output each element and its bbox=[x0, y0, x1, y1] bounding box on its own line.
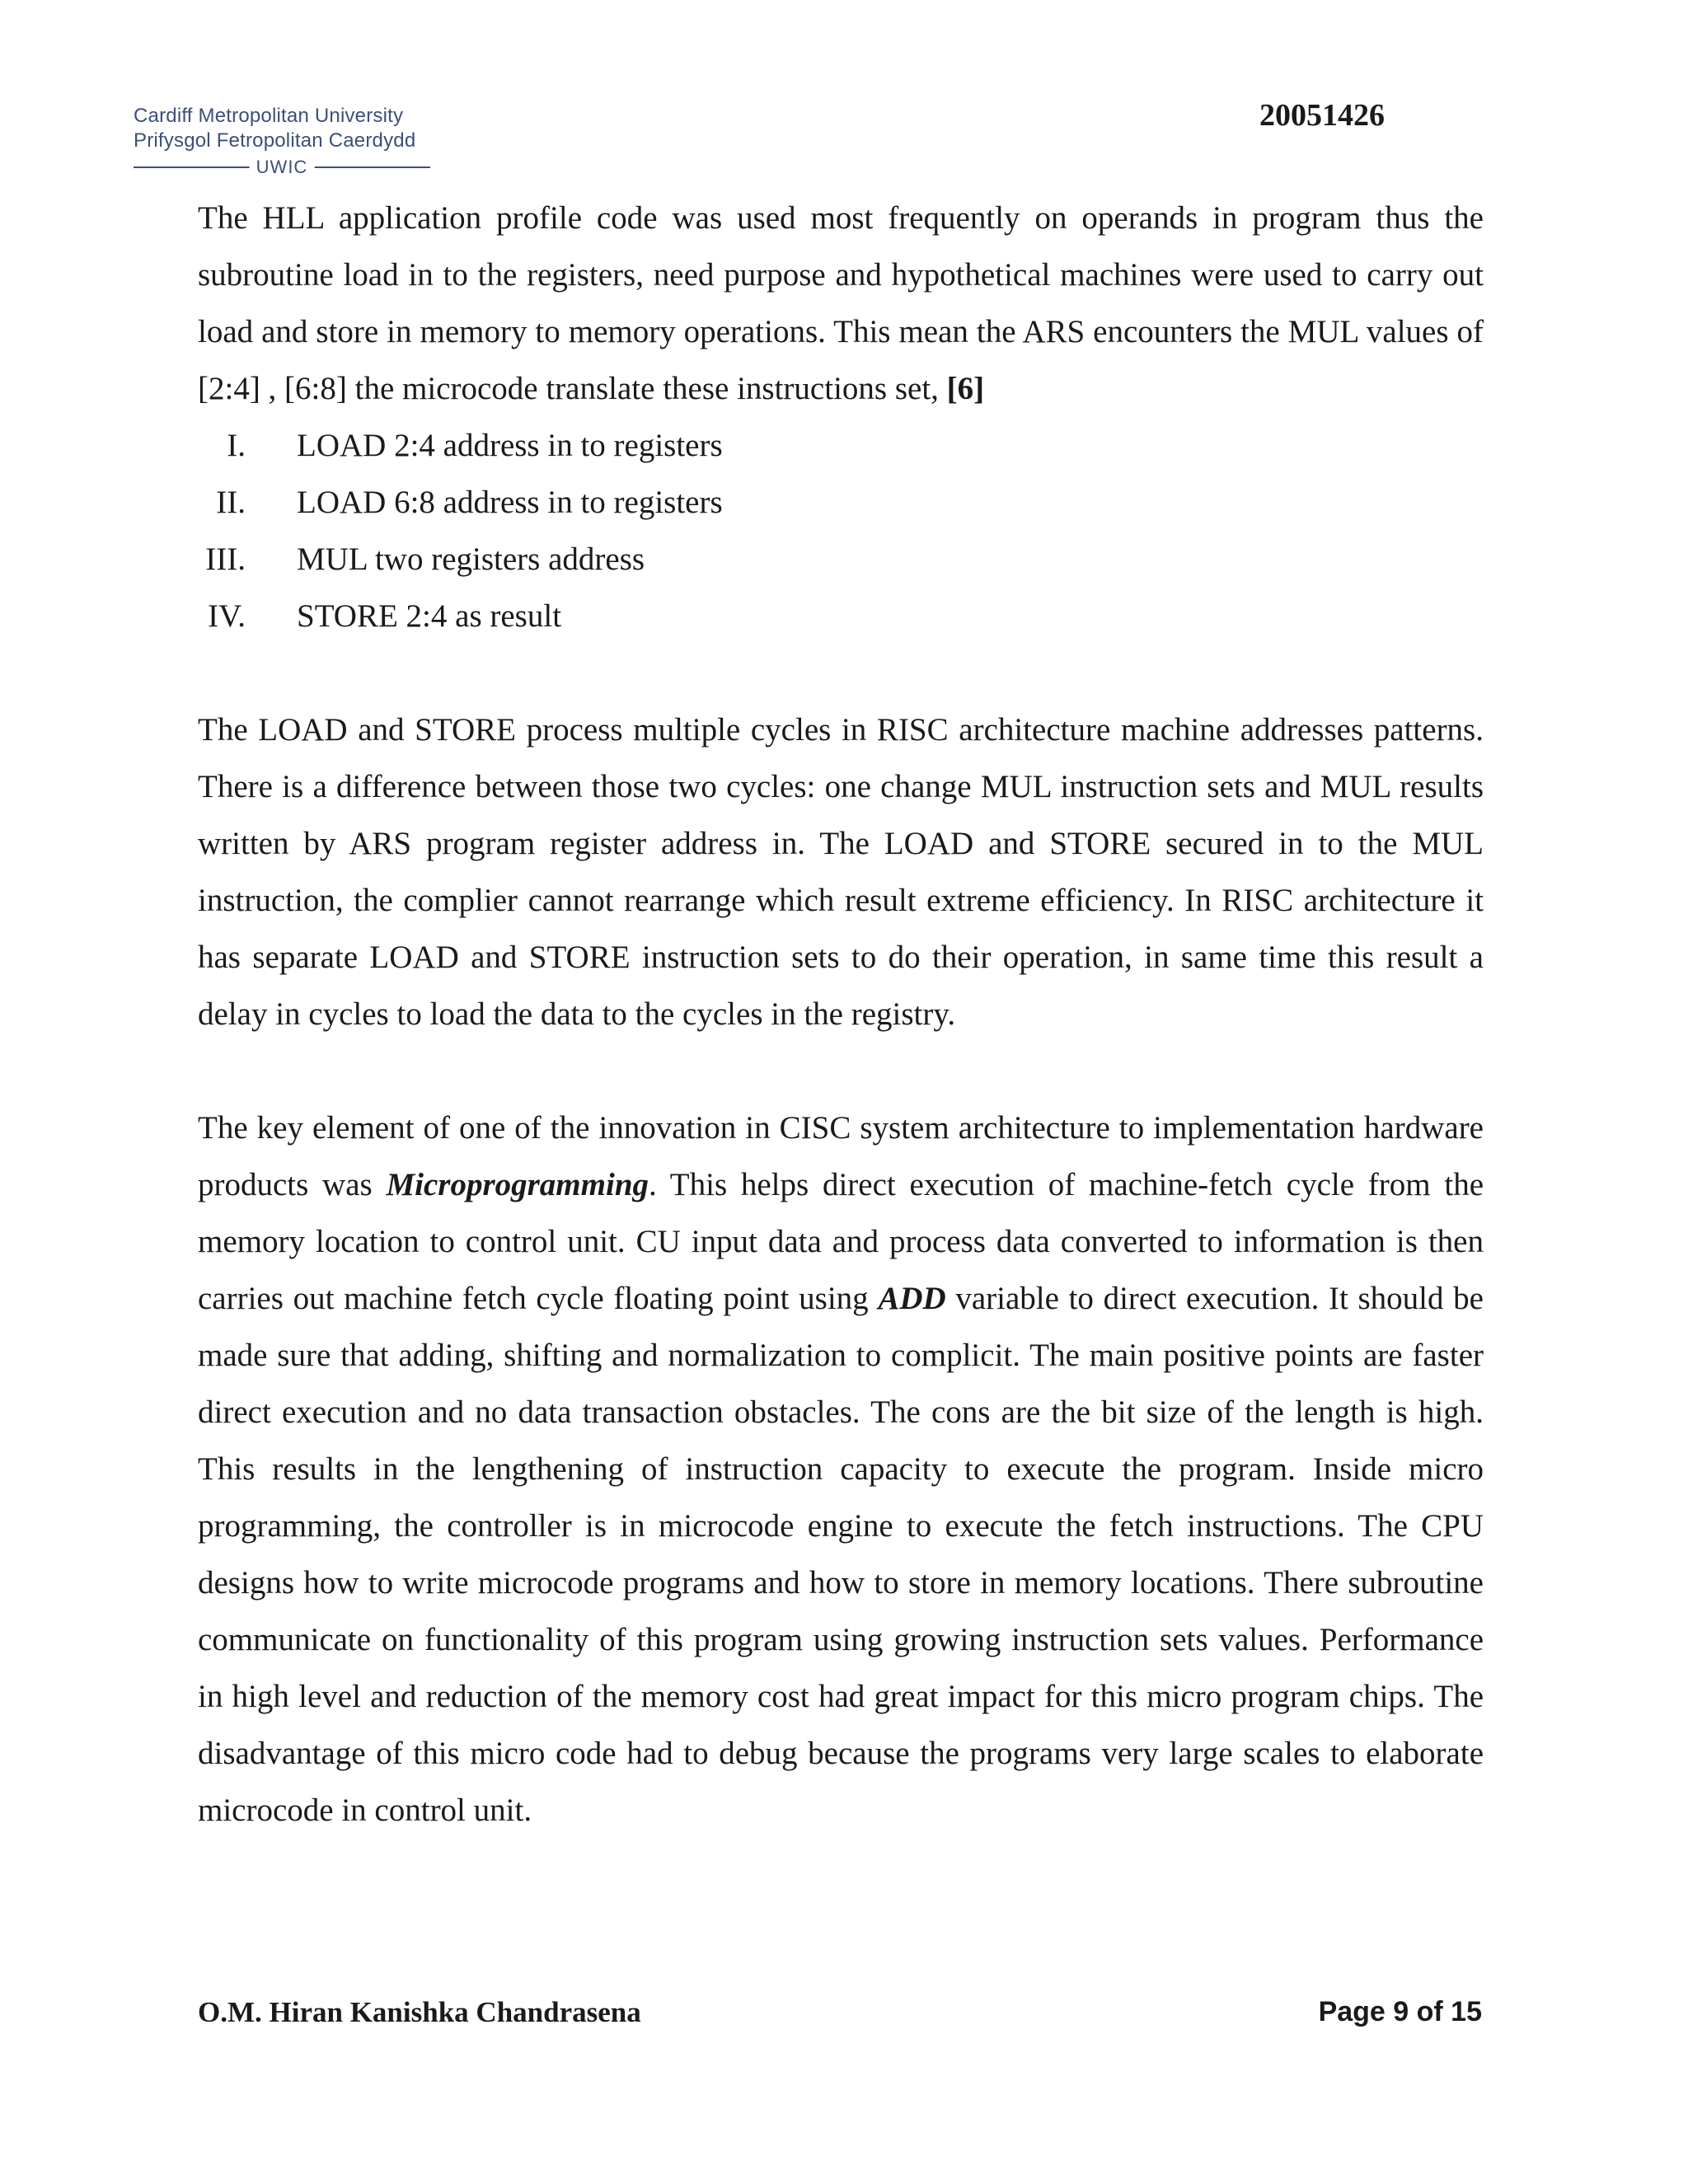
paragraph-microprogramming-middle: . This helps direct execution of machine-fetch cycle from the memory location to control unit. CU input data and process data converted to information is then carries out machine fetch cycle floating point using bbox=[198, 1167, 1484, 1316]
logo-rule bbox=[134, 155, 430, 180]
page-content bbox=[198, 190, 1484, 1839]
list-item-text: MUL two registers address bbox=[297, 541, 645, 577]
logo-wordmark: UWIC bbox=[250, 155, 315, 180]
paragraph-load-store: The LOAD and STORE process multiple cycles in RISC architecture machine addresses patterns. There is a difference between those two cycles: one change MUL instruction sets and MUL results written by ARS program register address in. The LOAD and STORE secured in to the MUL instruction, the complier cannot rearrange which result extreme efficiency. In RISC architecture it has separate LOAD and STORE instruction sets to do their operation, in same time this result a delay in cycles to load the data to the cycles in the registry. bbox=[198, 712, 1484, 1032]
citation-ref: [6] bbox=[946, 371, 985, 406]
paragraph-microprogramming-rest: variable to direct execution. It should be made sure that adding, shifting and normalization to complicit. The main positive points are faster direct execution and no data transaction obstacles. The cons are the bit size of the length is high. This results in the lengthening of instruction capacity to execute the program. Inside micro programming, the controller is in microcode engine to execute the fetch instructions. The CPU designs how to write microcode programs and how to store in memory locations. There subroutine communicate on functionality of this program using growing instruction sets values. Performance in high level and reduction of the memory cost had great impact for this micro program chips. The disadvantage of this micro code had to debug because the programs very large scales to elaborate microcode in control unit. bbox=[198, 1281, 1484, 1828]
logo-line-welsh: Prifysgol Fetropolitan Caerdydd bbox=[134, 129, 416, 152]
list-item-number: I. bbox=[227, 428, 246, 463]
paragraph-microprogramming-intro: The key element of one of the innovation in CISC system architecture to implementation hardware products was bbox=[198, 1110, 1484, 1202]
list-item-text: STORE 2:4 as result bbox=[297, 598, 562, 634]
list-item-text: LOAD 2:4 address in to registers bbox=[297, 428, 723, 463]
list-item bbox=[198, 588, 1484, 644]
list-item-number: II. bbox=[216, 485, 246, 520]
university-logo bbox=[134, 104, 430, 186]
paragraph-microprogramming bbox=[198, 1099, 1484, 1839]
footer-author: O.M. Hiran Kanishka Chandrasena bbox=[198, 1996, 641, 2028]
list-item bbox=[198, 531, 1484, 588]
list-item-number: III. bbox=[205, 541, 246, 577]
emphasis-microprogramming: Microprogramming bbox=[386, 1167, 649, 1202]
page-number: Page 9 of 15 bbox=[1318, 1996, 1482, 2027]
student-id: 20051426 bbox=[1259, 98, 1385, 133]
paragraph-hll bbox=[198, 190, 1484, 417]
logo-line-english: Cardiff Metropolitan University bbox=[134, 105, 404, 127]
emphasis-add: ADD bbox=[878, 1281, 946, 1316]
paragraph-hll-text: The HLL application profile code was used most frequently on operands in program thus the subroutine load in to the registers, need purpose and hypothetical machines were used to carry out load and store in memory to memory operations. This mean the ARS encounters the MUL values of [2:4] , [6:8] the microcode translate these instructions set, bbox=[198, 200, 1484, 406]
list-item bbox=[198, 474, 1484, 531]
list-item-number: IV. bbox=[208, 598, 246, 634]
list-item bbox=[198, 417, 1484, 474]
instruction-list bbox=[198, 417, 1484, 644]
list-item-text: LOAD 6:8 address in to registers bbox=[297, 485, 723, 520]
